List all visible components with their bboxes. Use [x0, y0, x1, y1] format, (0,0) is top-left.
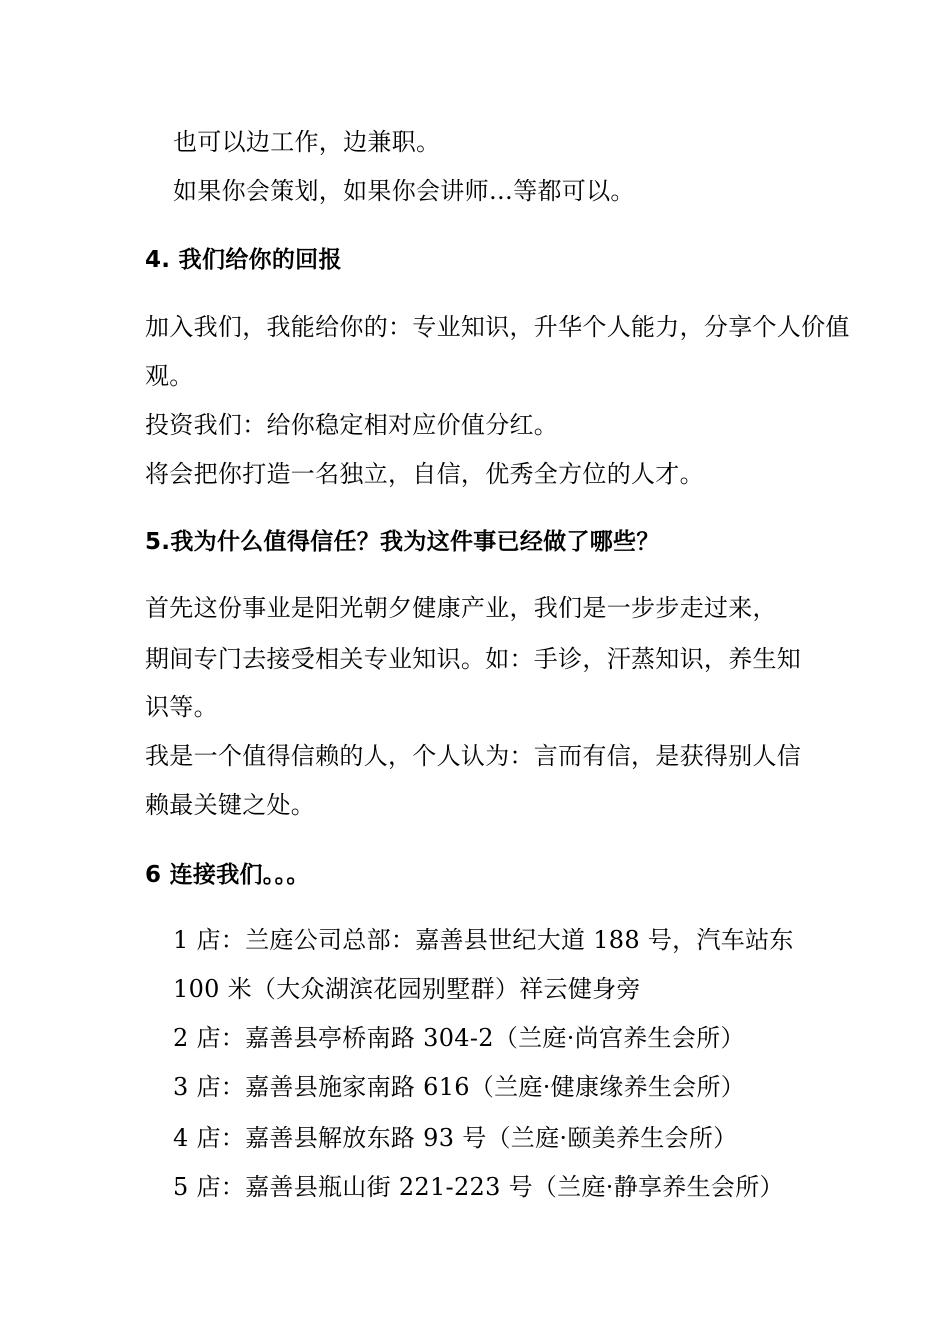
section-4-heading: 4. 我们给你的回报 — [145, 247, 342, 273]
section-5-line-3: 识等。 — [145, 693, 218, 721]
section-5-line-1: 首先这份事业是阳光朝夕健康产业，我们是一步步走过来， — [145, 594, 777, 622]
section-5-line-2: 期间专门去接受相关专业知识。如：手诊，汗蒸知识，养生知 — [145, 645, 802, 673]
section-4-line-2: 观。 — [145, 362, 194, 390]
store-line-5: 4 店：嘉善县解放东路 93 号（兰庭·颐美养生会所） — [173, 1124, 738, 1152]
intro-line-1: 也可以边工作，边兼职。 — [173, 128, 441, 156]
intro-line-2: 如果你会策划，如果你会讲师…等都可以。 — [173, 177, 635, 205]
store-line-1: 1 店：兰庭公司总部：嘉善县世纪大道 188 号，汽车站东 — [173, 926, 794, 954]
section-4-line-1: 加入我们，我能给你的：专业知识，升华个人能力，分享个人价值 — [145, 313, 850, 341]
section-6-heading: 6 连接我们。。。 — [145, 862, 310, 888]
section-5-line-4: 我是一个值得信赖的人，个人认为：言而有信，是获得别人信 — [145, 742, 802, 770]
store-line-3: 2 店：嘉善县亭桥南路 304-2（兰庭·尚宫养生会所） — [173, 1024, 745, 1052]
section-5-heading: 5.我为什么值得信任？我为这件事已经做了哪些？ — [145, 529, 660, 555]
store-line-6: 5 店：嘉善县瓶山街 221-223 号（兰庭·静享养生会所） — [173, 1173, 784, 1201]
section-4-line-4: 将会把你打造一名独立，自信，优秀全方位的人才。 — [145, 460, 704, 488]
section-4-line-3: 投资我们：给你稳定相对应价值分红。 — [145, 411, 559, 439]
store-line-2: 100 米（大众湖滨花园别墅群）祥云健身旁 — [173, 975, 641, 1003]
store-line-4: 3 店：嘉善县施家南路 616（兰庭·健康缘养生会所） — [173, 1073, 746, 1101]
section-5-line-5: 赖最关键之处。 — [145, 791, 316, 819]
